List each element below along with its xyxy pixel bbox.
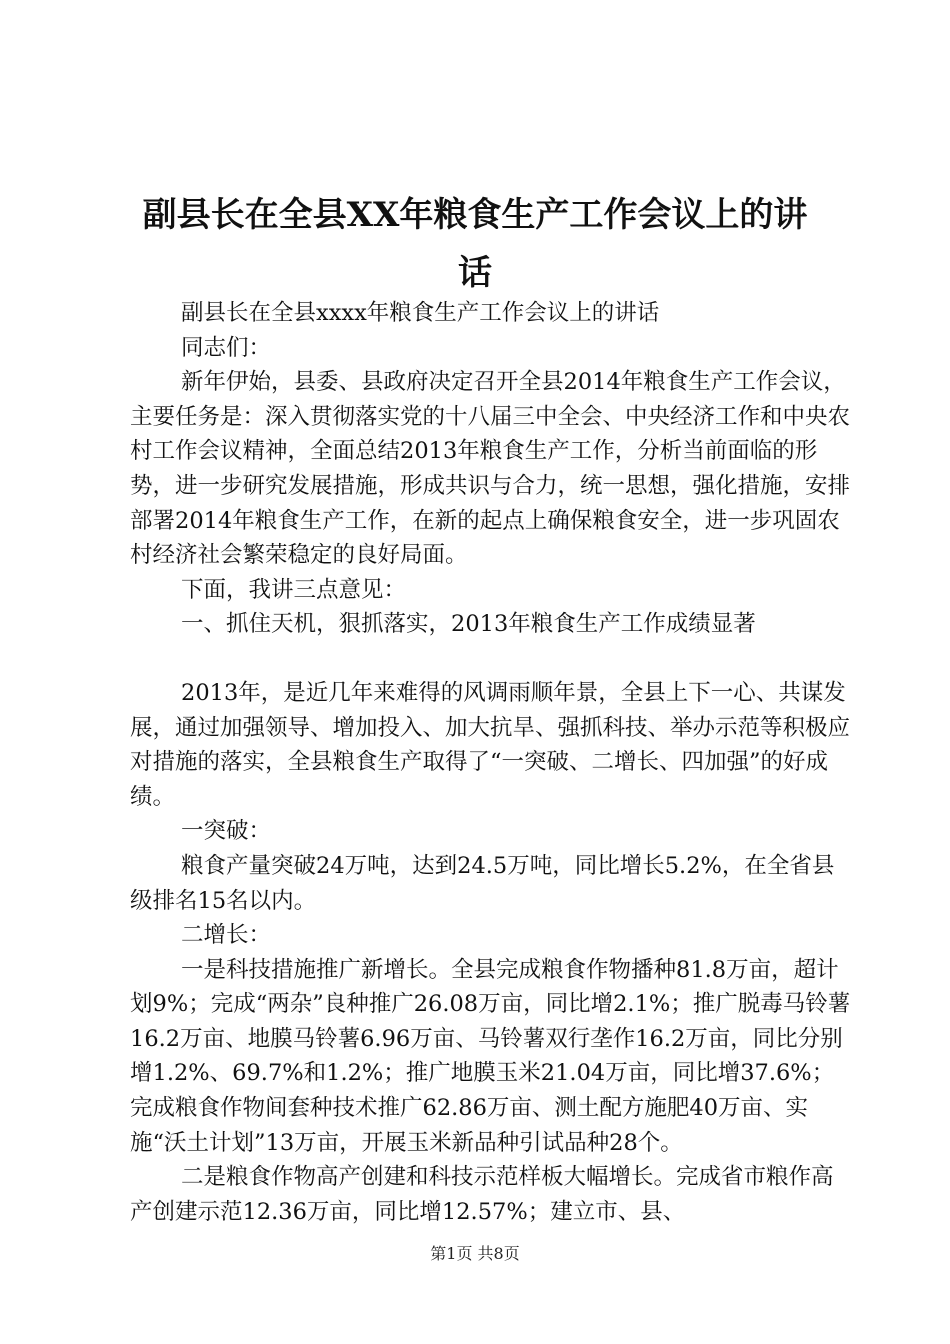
section-heading-1: 一、抓住天机，狠抓落实，2013年粮食生产工作成绩显著 (181, 611, 756, 638)
paragraph-outline: 下面，我讲三点意见： (181, 576, 407, 603)
paragraph-gap (130, 642, 852, 676)
paragraph-growth-label: 二增长： (181, 922, 272, 949)
document-title (120, 186, 830, 302)
paragraph-2013-summary: 2013年，是近几年来难得的风调雨顺年景，全县上下一心、共谋发展，通过加强领导、增加投入、加大抗旱、强抓科技、举办示范等积极应对措施的落实，全县粮食生产取得了“一突破、二增长、四加强”的好成绩。 (130, 679, 851, 810)
page-indicator: 第1页 共8页 (430, 1244, 520, 1263)
page-footer (0, 1244, 950, 1264)
paragraph-salutation: 同志们： (181, 334, 272, 361)
document-body (130, 296, 852, 1229)
title-line-1: 副县长在全县XX年粮食生产工作会议上的讲 (142, 195, 808, 235)
paragraph-growth-2: 二是粮食作物高产创建和科技示范样板大幅增长。完成省市粮作高产创建示范12.36万亩，同比增12.57%；建立市、县、 (130, 1164, 834, 1225)
paragraph-growth-1: 一是科技措施推广新增长。全县完成粮食作物播种81.8万亩，超计划9%；完成“两杂”良种推广26.08万亩，同比增2.1%；推广脱毒马铃薯16.2万亩、地膜马铃薯6.96万亩、马铃薯双行垄作16.2万亩，同比分别增1.2%、69.7%和1.2%；推广地膜玉米21.04万亩，同比增37.6%；完成粮食作物间套种技术推广62.86万亩、测土配方施肥40万亩、实施“沃土计划”13万亩，开展玉米新品种引试品种28个。 (130, 956, 851, 1156)
paragraph-breakthrough-label: 一突破： (181, 818, 272, 845)
paragraph-heading: 副县长在全县xxxx年粮食生产工作会议上的讲话 (181, 300, 660, 326)
paragraph-breakthrough: 粮食产量突破24万吨，达到24.5万吨，同比增长5.2%，在全省县级排名15名以内。 (130, 852, 835, 914)
paragraph-intro: 新年伊始，县委、县政府决定召开全县2014年粮食生产工作会议，主要任务是：深入贯彻落实党的十八届三中全会、中央经济工作和中央农村工作会议精神，全面总结2013年粮食生产工作，分析当前面临的形势，进一步研究发展措施，形成共识与合力，统一思想，强化措施，安排部署2014年粮食生产工作，在新的起点上确保粮食安全，进一步巩固农村经济社会繁荣稳定的良好局面。 (130, 369, 851, 569)
title-line-2: 话 (458, 253, 492, 293)
